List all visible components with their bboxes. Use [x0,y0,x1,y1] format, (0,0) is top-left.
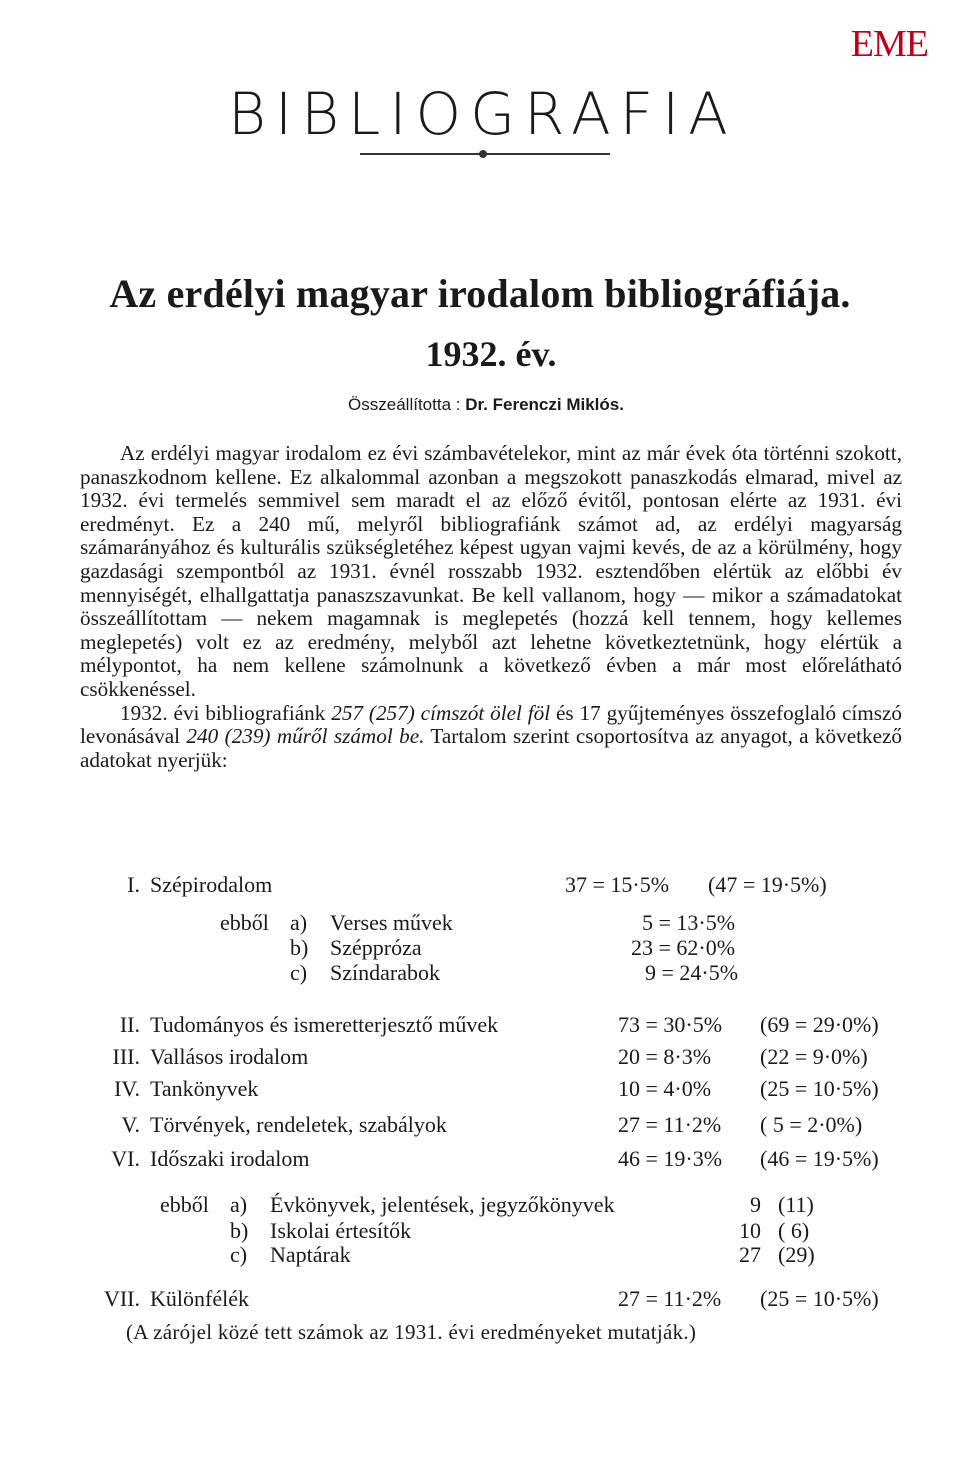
divider-dot [479,150,487,158]
subcategory-value: 9 [750,1192,761,1217]
subcategory-prefix: ebből [220,910,269,935]
category-label: Vallásos irodalom [150,1044,309,1069]
category-number: VI. [111,1146,140,1171]
subcategory-letter: c) [230,1242,248,1267]
subcategory-value: 23 = 62·0% [631,935,736,960]
footnote: (A zárójel közé tett számok az 1931. évi eredményeket mutatják.) [126,1320,697,1344]
subcategory-value: 9 = 24·5% [645,960,739,985]
category-prev: ( 5 = 2·0%) [760,1112,863,1137]
category-label: Szépirodalom [150,872,273,897]
subcategory-label: Széppróza [330,935,422,960]
subcategory-label: Naptárak [270,1242,351,1267]
subcategory-letter: b) [230,1218,249,1243]
subcategory-label: Évkönyvek, jelentések, jegyzőkönyvek [270,1192,615,1217]
paragraph-intro: Az erdélyi magyar irodalom ez évi számbavételekor, mint az már évek óta történni szokott, panaszkodnom kellene. Ez alkalommal azonban a megszokott panaszkodás elmarad, mivel az 1932. évi termelés semmivel sem maradt el az előző évitől, pontosan elérte az 1931. évi eredményt. Ez a 240 mű, melyről bibliografiánk számot ad, az erdélyi magyarság számarányához és kulturális szükségletéhez képest ugyan vajmi kevés, de az a körülmény, hogy gazdasági szempontból az 1931. évnél rosszabb 1932. esztendőben elértük az előbbi év mennyiségét, elhallgattatja panaszszavunkat. Be kell vallanom, hogy — mikor a számadatokat összeállítottam — nekem magamnak is meglepetés (hozzá kell tennem, hogy kellemes meglepetés) volt ez az eredmény, melyből azt lehetne következtetnünk, hogy elértük a mélypontot, ha nem kellene számolnunk a következő évben a már most előrelátható csökkenéssel. [80,441,902,701]
compiler-prefix: Összeállította : [348,395,461,414]
section-header: BIBLIOGRAFIA [228,80,737,148]
category-value: 37 = 15·5% [565,872,670,897]
para2-italic2: 240 (239) műről számol be. [186,724,425,749]
category-number: II. [119,1012,140,1037]
para2-italic1: 257 (257) címszót ölel föl [331,700,551,725]
para2-part2: és 17 gyűjteményes összefoglaló címszó levonásával [80,700,902,749]
category-number: IV. [114,1076,140,1101]
subcategory-prev: ( 6) [778,1218,810,1243]
category-prev: (69 = 29·0%) [760,1012,879,1037]
subcategory-letter: b) [290,935,309,960]
paragraph-summary [80,702,902,773]
category-value: 20 = 8·3% [618,1044,712,1069]
subcategory-prefix: ebből [160,1192,209,1217]
subcategory-label: Színdarabok [330,960,440,985]
decorative-divider [360,153,610,155]
category-label: Tudományos és ismeretterjesztő művek [150,1012,499,1037]
subcategory-value: 5 = 13·5% [642,910,736,935]
para2-part3: Tartalom szerint csoportosítva az anyagot, a következő adatokat nyerjük: [80,724,902,772]
para2-part1: 1932. évi bibliografiánk [120,700,332,725]
category-number: V. [121,1112,140,1137]
subcategory-label: Iskolai értesítők [270,1218,412,1243]
category-number: VII. [103,1286,140,1311]
subcategory-letter: a) [290,910,308,935]
subcategory-letter: c) [290,960,308,985]
category-number: III. [112,1044,140,1069]
category-value: 46 = 19·3% [618,1146,723,1171]
category-prev: (22 = 9·0%) [760,1044,868,1069]
article-title: Az erdélyi magyar irodalom bibliográfiája. [109,271,851,316]
category-label: Törvények, rendeletek, szabályok [150,1112,447,1137]
category-prev: (46 = 19·5%) [760,1146,879,1171]
category-number: I. [127,872,140,897]
category-value: 27 = 11·2% [618,1112,722,1137]
subcategory-letter: a) [230,1192,248,1217]
category-prev: (25 = 10·5%) [760,1076,879,1101]
eme-logo: EME [850,23,928,65]
subcategory-prev: (29) [778,1242,815,1267]
compiler-line [0,395,960,415]
article-body [80,442,902,772]
compiler-name: Dr. Ferenczi Miklós. [465,395,624,414]
category-label: Különfélék [150,1286,249,1311]
article-year: 1932. év. [425,334,557,374]
category-value: 10 = 4·0% [618,1076,712,1101]
category-label: Tankönyvek [150,1076,259,1101]
subcategory-value: 10 [739,1218,761,1243]
subcategory-value: 27 [739,1242,761,1267]
subcategory-prev: (11) [778,1192,814,1217]
subcategory-label: Verses művek [330,910,453,935]
category-value: 73 = 30·5% [618,1012,723,1037]
category-prev: (47 = 19·5%) [708,872,827,897]
category-value: 27 = 11·2% [618,1286,722,1311]
category-label: Időszaki irodalom [150,1146,310,1171]
category-prev: (25 = 10·5%) [760,1286,879,1311]
